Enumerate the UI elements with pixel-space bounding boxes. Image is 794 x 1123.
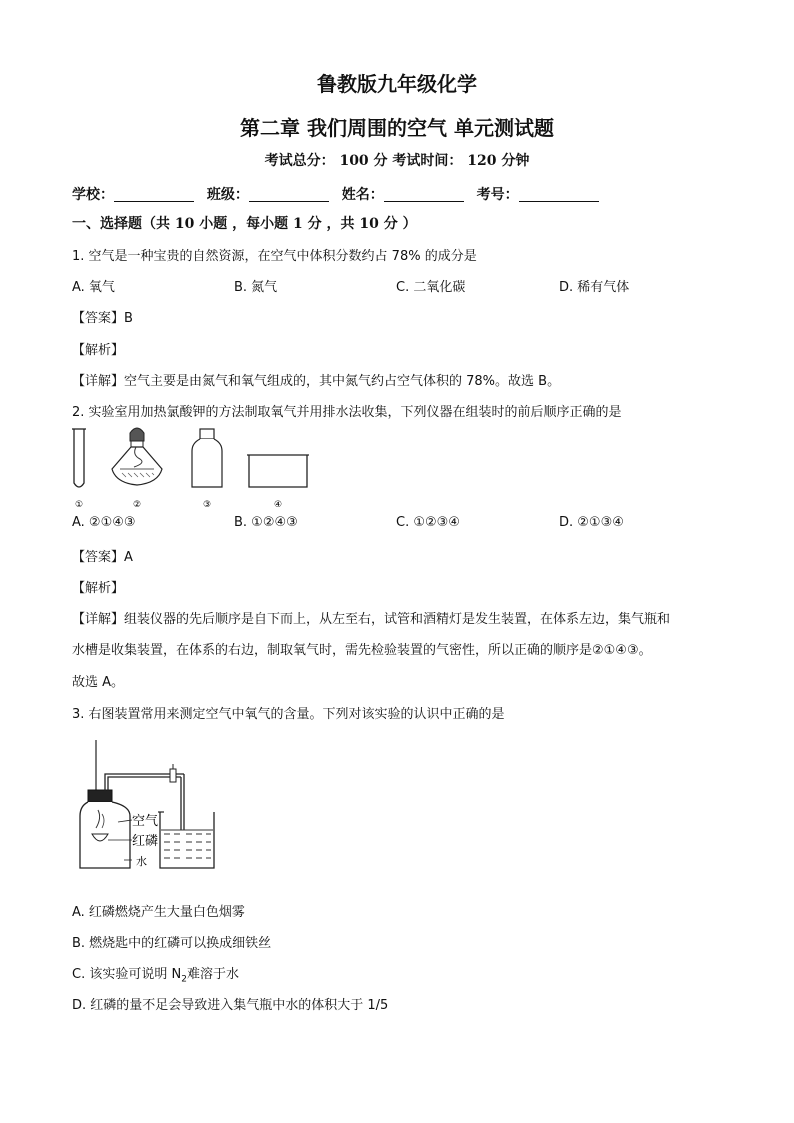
q1-detail: 【详解】空气主要是由氮气和氧气组成的，其中氮气约占空气体积的 78%。故选 B。 (72, 374, 561, 389)
figure-label-1: ① (74, 500, 84, 510)
q2-option-b: B. ①②④③ (234, 515, 298, 530)
exam-info: 考试总分： 100 分 考试时间： 120 分钟 (264, 153, 530, 169)
q3-option-a: A. 红磷燃烧产生大量白色烟雾 (72, 905, 245, 920)
q2-option-a: A. ②①④③ (72, 515, 136, 530)
q3-option-c-post: 难溶于水 (186, 967, 239, 982)
test-tube-icon (72, 429, 86, 487)
q3-oxygen-apparatus-figure (72, 736, 232, 876)
number-label: 考号： (476, 187, 519, 203)
page-subtitle: 第二章 我们周围的空气 单元测试题 (240, 116, 554, 140)
q1-analysis: 【解析】 (72, 343, 125, 358)
school-label: 学校： (72, 187, 114, 203)
q2-option-c: C. ①②③④ (396, 515, 460, 530)
q1-option-b: B. 氮气 (234, 280, 278, 295)
q1-stem: 1. 空气是一种宝贵的自然资源，在空气中体积分数约占 78% 的成分是 (72, 249, 477, 264)
q2-detail-line-3: 故选 A。 (72, 675, 125, 690)
water-label: 水 (136, 855, 147, 868)
q1-option-d: D. 稀有气体 (559, 280, 630, 295)
q2-answer: 【答案】A (72, 550, 133, 565)
alcohol-lamp-icon (112, 428, 162, 485)
figure-label-3: ③ (202, 500, 212, 510)
air-label: 空气 (132, 814, 159, 829)
q3-stem: 3. 右图装置常用来测定空气中氧气的含量。下列对该实验的认识中正确的是 (72, 707, 505, 722)
q1-option-c: C. 二氧化碳 (396, 280, 466, 295)
q3-option-c-pre: C. 该实验可说明 N (72, 967, 182, 982)
q3-option-d: D. 红磷的量不足会导致进入集气瓶中水的体积大于 1/5 (72, 998, 389, 1013)
q2-apparatus-figure (64, 425, 324, 513)
q2-detail-line-1: 【详解】组装仪器的先后顺序是自下而上，从左至右，试管和酒精灯是发生装置，在体系左边，集气瓶和 (72, 612, 671, 627)
phosphorus-label: 红磷 (132, 834, 159, 849)
class-label: 班级： (206, 187, 249, 203)
q2-analysis: 【解析】 (72, 581, 125, 596)
q3-option-c-sub: 2 (181, 974, 187, 985)
q2-stem: 2. 实验室用加热氯酸钾的方法制取氧气并用排水法收集，下列仪器在组装时的前后顺序正确的是 (72, 405, 622, 420)
q1-option-a: A. 氧气 (72, 280, 115, 295)
q3-option-c (72, 963, 239, 985)
gas-jar-icon (192, 429, 222, 487)
q1-answer: 【答案】B (72, 311, 133, 326)
q3-option-b: B. 燃烧匙中的红磷可以换成细铁丝 (72, 936, 272, 951)
figure-label-4: ④ (273, 500, 283, 510)
page-title: 鲁教版九年级化学 (317, 72, 477, 96)
class-blank (249, 187, 329, 202)
q2-option-d: D. ②①③④ (559, 515, 624, 530)
beaker-icon (158, 812, 214, 868)
figure-label-2: ② (132, 500, 142, 510)
student-info-line (72, 184, 607, 204)
section-title: 一、选择题（共 10 小题 ，每小题 1 分 ，共 10 分 ） (72, 216, 417, 232)
q2-detail-line-2: 水槽是收集装置，在体系的右边，制取氧气时，需先检验装置的气密性，所以正确的顺序是②①④③。 (72, 643, 652, 658)
gas-jar-icon (80, 790, 130, 868)
number-blank (519, 187, 599, 202)
name-label: 姓名： (341, 187, 384, 203)
water-trough-icon (247, 455, 309, 487)
school-blank (114, 187, 194, 202)
name-blank (384, 187, 464, 202)
